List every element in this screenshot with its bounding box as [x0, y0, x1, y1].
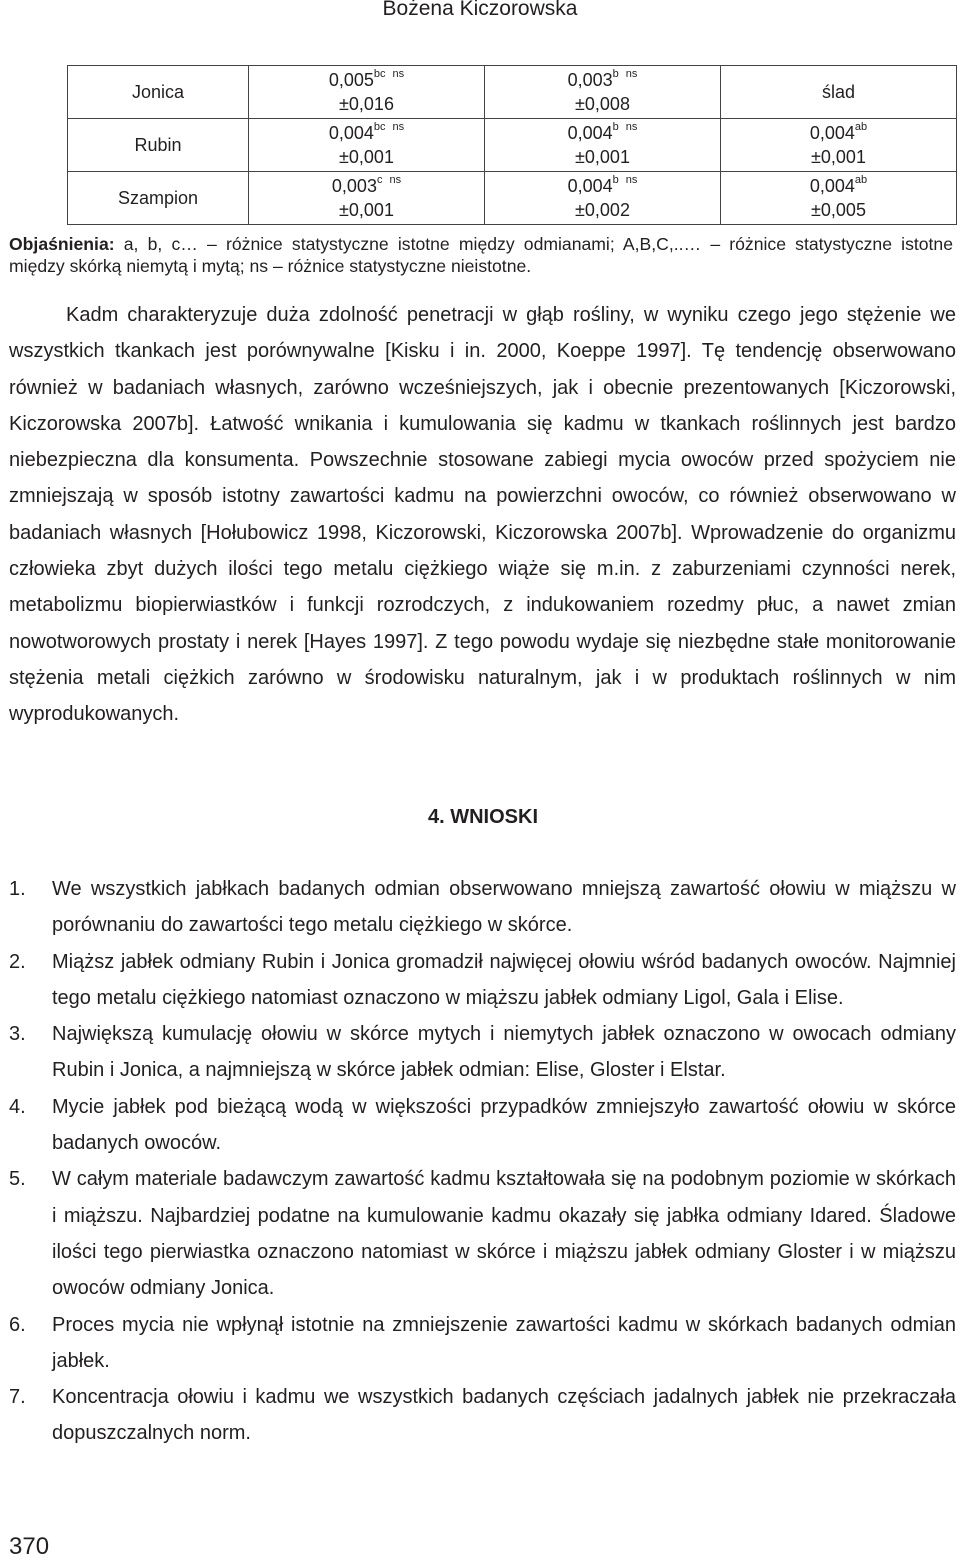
conclusion-number: 3. — [9, 1023, 26, 1046]
significance-letter: b — [612, 121, 619, 133]
mean-value — [249, 68, 484, 92]
table-row — [68, 172, 957, 225]
conclusion-text: Mycie jabłek pod bieżącą wodą w większości przypadków zmniejszyło zawartość ołowiu w skórce badanych owoców. — [52, 1095, 956, 1155]
conclusion-text: Największą kumulację ołowiu w skórce mytych i niemytych jabłek oznaczono w owocach odmiany Rubin i Jonica, a najmniejszą w skórce jabłek odmian: Elise, Gloster i Elstar. — [52, 1023, 956, 1082]
ns-mark: ns — [392, 121, 405, 133]
conclusion-item — [9, 1379, 956, 1452]
conclusion-text: W całym materiale badawczym zawartość kadmu kształtowała się na podobnym poziomie w skórkach i miąższu. Najbardziej podatne na kumulowanie kadmu okazały się jabłka odmiany Idared. Śladowe ilości tego pierwiastka oznaczono natomiast w skórce i miąższu jabłek odmiany Gloster i w miąższu owoców odmiany Jonica. — [52, 1168, 956, 1300]
conclusion-number: 5. — [9, 1168, 26, 1191]
conclusion-item — [9, 1161, 956, 1306]
conclusion-item — [9, 1089, 956, 1162]
significance-letter: bc — [373, 68, 386, 80]
mean-value — [249, 121, 484, 145]
value-cell — [485, 66, 721, 119]
significance-letter: b — [612, 174, 619, 186]
mean-value — [249, 174, 484, 198]
conclusion-text: We wszystkich jabłkach badanych odmian obserwowano mniejszą zawartość ołowiu w miąższu w porównaniu do zawartości tego metalu ciężkiego w skórce. — [52, 878, 956, 937]
body-paragraph: Kadm charakteryzuje duża zdolność penetracji w głąb rośliny, w wyniku czego jego stężenie we wszystkich tkankach jest porównywalne [Kisku i in. 2000, Koeppe 1997]. Tę tendencję obserwowano również w badaniach własnych, zarówno wcześniejszych, jak i obecnie prezentowanych [Kiczorowski, Kiczorowska 2007b]. Łatwość wnikania i kumulowania się kadmu w tkankach roślinnych jest bardzo niebezpieczna dla konsumenta. Powszechnie stosowane zabiegi mycia owoców przed spożyciem nie zmniejszają w sposób istotny zawartości kadmu na powierzchni owoców, co również obserwowano w badaniach własnych [Hołubowicz 1998, Kiczorowski, Kiczorowska 2007b]. Wprowadzenie do organizmu człowieka zbyt dużych ilości tego metalu ciężkiego wiąże się m.in. z zaburzeniami czynności nerek, metabolizmu biopierwiastków i funkcji rozrodczych, z indukowaniem rozedmy płuc, a nawet zmian nowotworowych prostaty i nerek [Hayes 1997]. Z tego powodu wydaje się niezbędne stałe monitorowanie stężenia metali ciężkich zarówno w środowisku naturalnym, jak i w produktach roślinnych w nim wyprodukowanych. — [9, 304, 956, 726]
section-title: 4. WNIOSKI — [427, 806, 538, 828]
std-deviation: ±0,001 — [811, 147, 866, 167]
std-deviation: ±0,001 — [339, 147, 394, 167]
significance-letter: c — [376, 174, 383, 186]
std-deviation: ±0,002 — [575, 200, 630, 220]
mean-value — [721, 80, 956, 104]
std-deviation: ±0,001 — [575, 147, 630, 167]
conclusion-text: Koncentracja ołowiu i kadmu we wszystkich badanych częściach jadalnych jabłek nie przekraczała dopuszczalnych norm. — [52, 1386, 956, 1445]
conclusion-number: 1. — [9, 878, 26, 900]
variety-cell: Rubin — [68, 119, 249, 172]
conclusion-item — [9, 944, 956, 1017]
conclusion-number: 2. — [9, 950, 26, 973]
mean-value — [485, 174, 720, 198]
ns-mark: ns — [625, 121, 638, 133]
mean-value — [485, 68, 720, 92]
conclusion-item — [9, 1016, 956, 1089]
variety-cell: Szampion — [68, 172, 249, 225]
running-header — [0, 0, 960, 24]
value-text: 0,004 — [809, 176, 855, 196]
value-cell — [249, 66, 485, 119]
std-deviation: ±0,016 — [339, 94, 394, 114]
significance-letter: ab — [854, 174, 868, 186]
value-text: 0,004 — [567, 123, 613, 143]
value-cell — [721, 172, 957, 225]
value-text: ślad — [821, 82, 856, 102]
table-row — [68, 66, 957, 119]
value-cell — [249, 119, 485, 172]
value-cell — [249, 172, 485, 225]
conclusions-list — [9, 871, 956, 1452]
significance-letter: b — [612, 68, 619, 80]
std-deviation: ±0,001 — [339, 200, 394, 220]
conclusion-text: Proces mycia nie wpłynął istotnie na zmniejszenie zawartości kadmu w skórkach badanych odmian jabłek. — [52, 1313, 956, 1372]
note-text: a, b, c… – różnice statystyczne istotne między odmianami; A,B,C,..… – różnice statystyczne istotne między skórką niemytą i mytą; ns – różnice statystyczne nieistotne. — [9, 234, 953, 276]
value-text: 0,003 — [331, 176, 377, 196]
conclusion-text: Miąższ jabłek odmiany Rubin i Jonica gromadził najwięcej ołowiu wśród badanych owoców. Najmniej tego metalu ciężkiego natomiast oznaczono w miąższu jabłek odmiany Ligol, Gala i Elise. — [52, 950, 956, 1009]
conclusion-number: 4. — [9, 1095, 26, 1118]
significance-letter: bc — [373, 121, 386, 133]
mean-value — [721, 174, 956, 198]
value-cell — [485, 172, 721, 225]
table-note — [9, 233, 953, 277]
table-row — [68, 119, 957, 172]
ns-mark: ns — [625, 174, 638, 186]
value-text: 0,003 — [567, 70, 613, 90]
significance-letter: ab — [854, 121, 868, 133]
std-deviation: ±0,008 — [575, 94, 630, 114]
conclusion-number: 6. — [9, 1313, 26, 1336]
mean-value — [485, 121, 720, 145]
std-deviation: ±0,005 — [811, 200, 866, 220]
conclusion-item — [9, 871, 956, 944]
ns-mark: ns — [625, 68, 638, 80]
ns-mark: ns — [392, 68, 405, 80]
header-author: Bożena Kiczorowska — [382, 0, 578, 20]
value-cell — [485, 119, 721, 172]
value-cell — [721, 66, 957, 119]
note-label: Objaśnienia: — [9, 234, 115, 254]
variety-cell: Jonica — [68, 66, 249, 119]
value-text: 0,004 — [328, 123, 374, 143]
results-table — [67, 65, 957, 225]
page-number: 370 — [9, 1533, 50, 1560]
ns-mark: ns — [389, 174, 402, 186]
value-cell — [721, 119, 957, 172]
value-text: 0,004 — [567, 176, 613, 196]
conclusion-item — [9, 1307, 956, 1380]
value-text: 0,005 — [328, 70, 374, 90]
mean-value — [721, 121, 956, 145]
conclusion-number: 7. — [9, 1386, 26, 1409]
value-text: 0,004 — [809, 123, 855, 143]
